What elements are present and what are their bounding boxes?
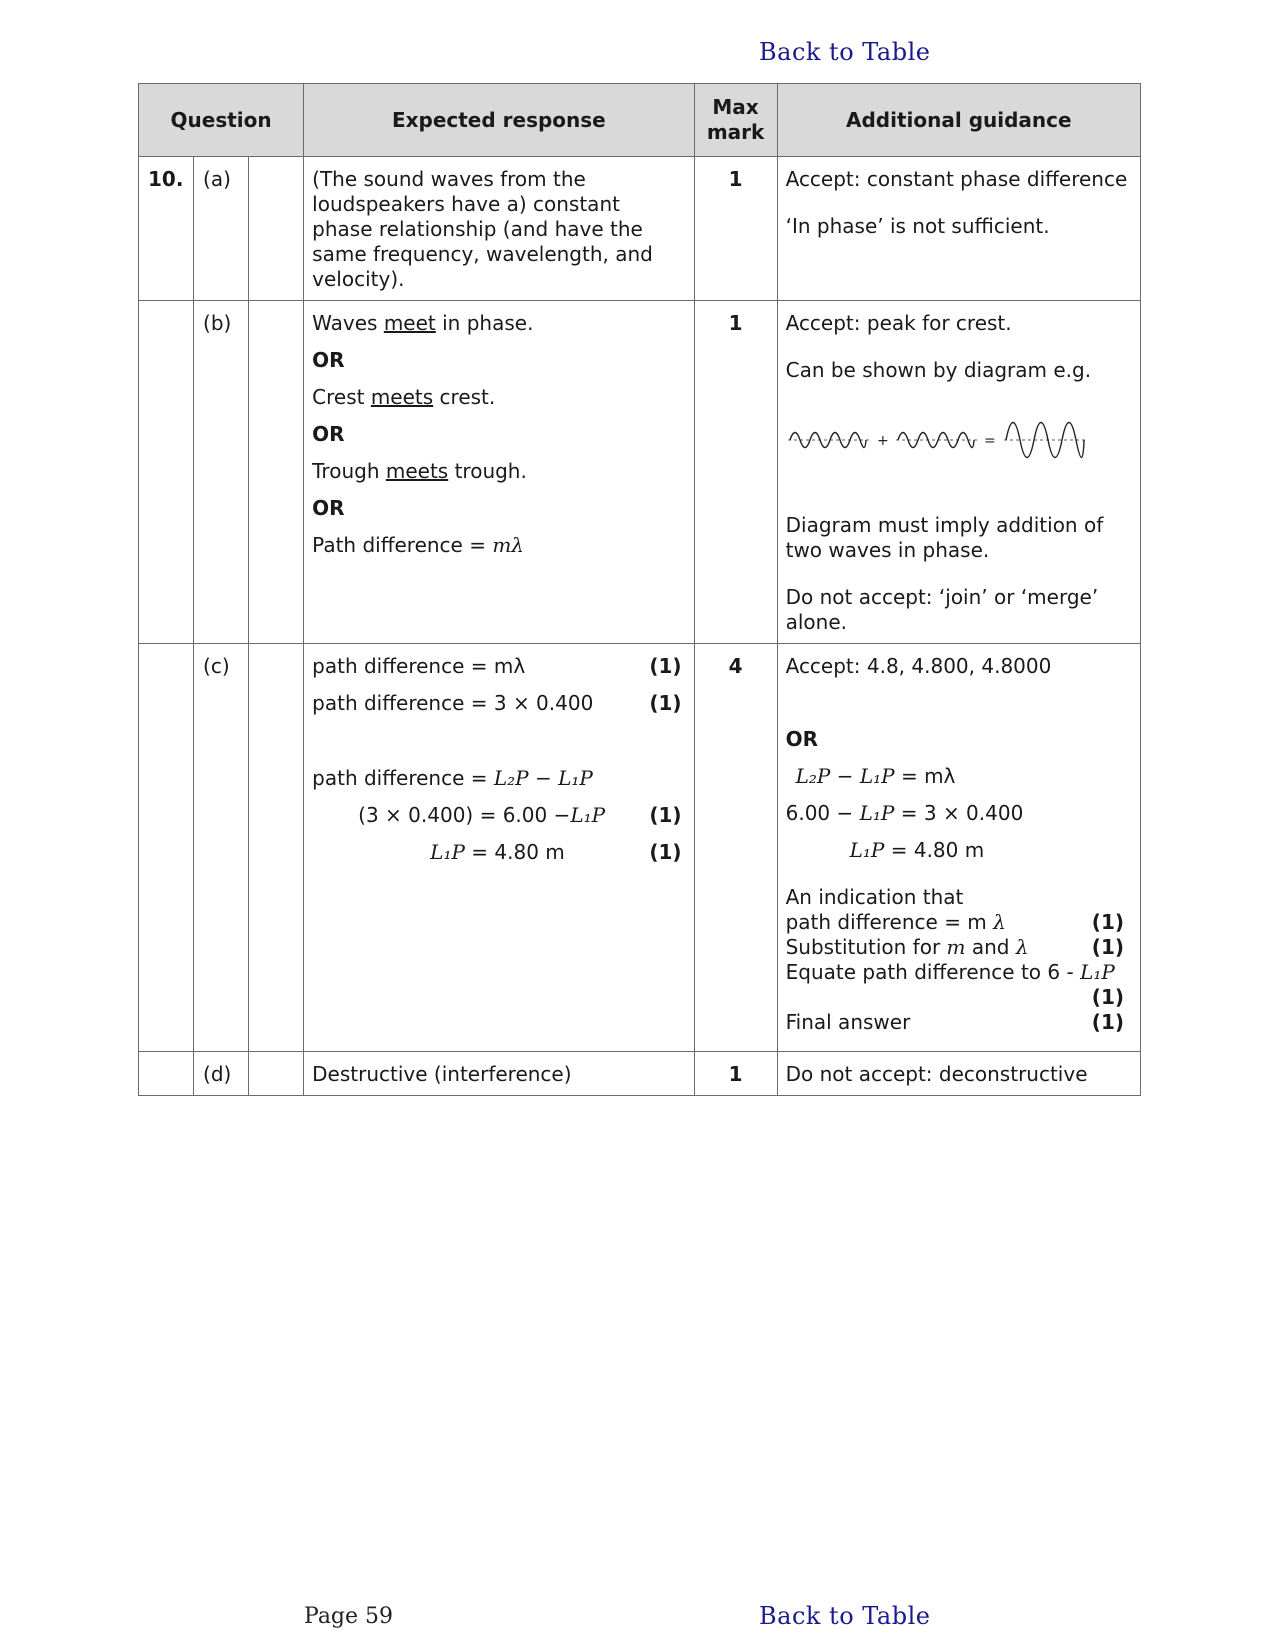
expected-response-b: Waves meet in phase. OR Crest meets crest. OR Trough meets trough. OR Path difference = mλ — [304, 301, 694, 644]
max-mark-c: 4 — [694, 644, 777, 1052]
page-number: Page 59 — [304, 1604, 394, 1629]
question-part-d: (d) — [194, 1052, 249, 1096]
plus-sign: + — [876, 433, 889, 449]
table-row-10c — [139, 644, 1141, 1052]
equals-sign: = — [983, 433, 996, 449]
table-row-10b — [139, 301, 1141, 644]
table-row-10d — [139, 1052, 1141, 1096]
question-number: 10. — [139, 157, 194, 301]
header-additional-guidance: Additional guidance — [777, 84, 1140, 157]
guidance-d: Do not accept: deconstructive — [777, 1052, 1140, 1096]
table-header-row — [139, 84, 1141, 157]
marking-scheme-table — [138, 83, 1141, 1096]
max-mark-d: 1 — [694, 1052, 777, 1096]
expected-response-c: path difference = mλ (1) path difference = 3 × 0.400 (1) path difference = L₂P − L₁P (3 × 0.400) = 6.00 −L₁P (1) L₁P = 4.80 m (1) — [304, 644, 694, 1052]
max-mark-a: 1 — [694, 157, 777, 301]
header-max-mark: Max mark — [694, 84, 777, 157]
expected-response-a: (The sound waves from the loudspeakers have a) constant phase relationship (and have the same frequency, wavelength, and velocity). — [304, 157, 694, 301]
back-to-table-link-top[interactable]: Back to Table — [759, 38, 931, 66]
back-to-table-link-bottom[interactable]: Back to Table — [759, 1602, 931, 1630]
expected-response-d: Destructive (interference) — [304, 1052, 694, 1096]
header-question: Question — [139, 84, 304, 157]
question-part-b: (b) — [194, 301, 249, 644]
guidance-a: Accept: constant phase difference ‘In phase’ is not sufficient. — [777, 157, 1140, 301]
wave-addition-diagram — [786, 405, 1132, 495]
question-part-a: (a) — [194, 157, 249, 301]
header-expected-response: Expected response — [304, 84, 694, 157]
guidance-c: Accept: 4.8, 4.800, 4.8000 OR L₂P − L₁P = mλ 6.00 − L₁P = 3 × 0.400 L₁P = 4.80 m An indication that path difference = m λ (1) Substitution for m and λ (1) Equate path difference to 6 - L₁P (1) Final answer (1) — [777, 644, 1140, 1052]
table-row-10a — [139, 157, 1141, 301]
guidance-b: Accept: peak for crest. Can be shown by diagram e.g. + = Diagram must imply addition of two waves in phase. Do not accept: ‘join’ or ‘merge’ alone. — [777, 301, 1140, 644]
max-mark-b: 1 — [694, 301, 777, 644]
question-part-c: (c) — [194, 644, 249, 1052]
